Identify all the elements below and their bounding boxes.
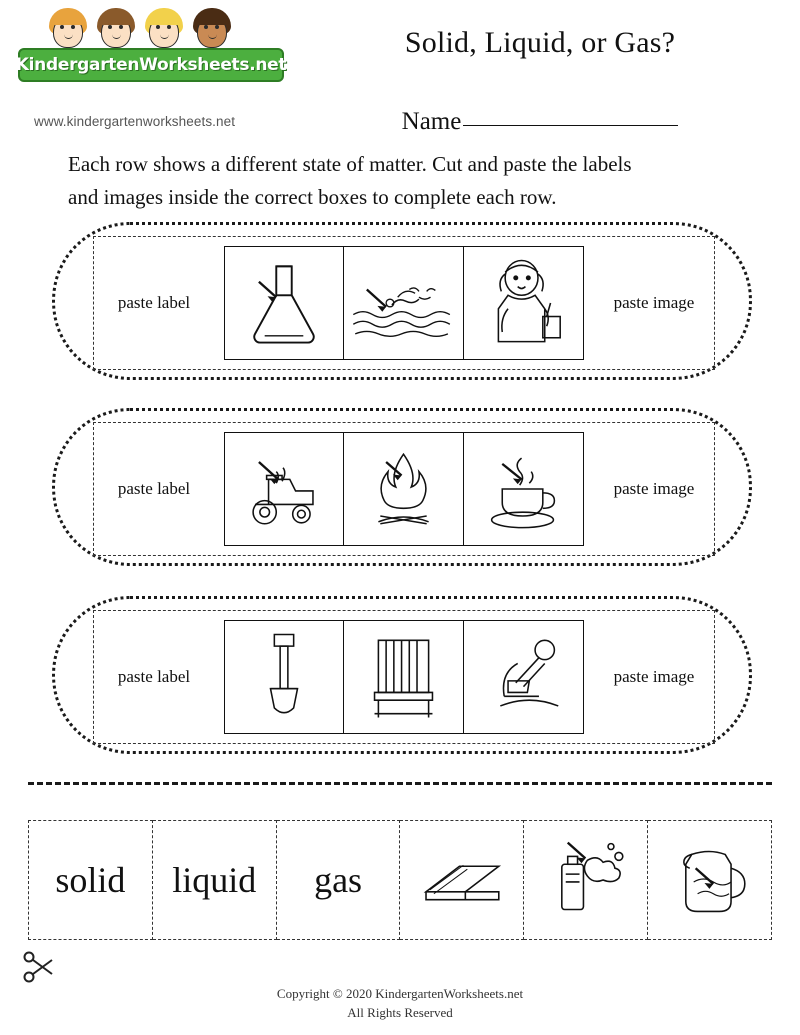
paste-image-text: paste image xyxy=(613,479,695,498)
chair-icon xyxy=(344,620,464,734)
matter-row-3 xyxy=(52,596,752,754)
row-3-paste-image-box[interactable] xyxy=(594,611,714,743)
paste-label-text: paste label xyxy=(117,293,191,312)
row-3-paste-label-box[interactable] xyxy=(94,611,214,743)
cutout-word-gas[interactable] xyxy=(277,820,401,940)
cutout-word-liquid[interactable] xyxy=(153,820,277,940)
flask-icon xyxy=(224,246,344,360)
site-url: www.kindergartenworksheets.net xyxy=(34,114,236,129)
rights-text: All Rights Reserved xyxy=(347,1005,453,1020)
footer xyxy=(0,984,800,1022)
row-1-inner xyxy=(93,236,715,370)
kid-face-icon xyxy=(190,8,234,52)
shovel-icon xyxy=(224,620,344,734)
cutout-label: solid xyxy=(55,860,126,900)
kid-face-icon xyxy=(46,8,90,52)
cutout-image-book[interactable] xyxy=(400,820,524,940)
matter-row-1 xyxy=(52,222,752,380)
instructions xyxy=(68,148,768,214)
name-field-row xyxy=(300,108,780,136)
scissors-icon xyxy=(22,950,56,984)
paste-image-text: paste image xyxy=(613,667,695,686)
kids-illustration xyxy=(46,8,276,52)
row-2-paste-image-box[interactable] xyxy=(594,423,714,555)
row-3-inner xyxy=(93,610,715,744)
steaming-cup-icon xyxy=(464,432,584,546)
row-1-pictures xyxy=(214,237,594,369)
logo-banner xyxy=(15,48,287,82)
cut-line xyxy=(28,782,772,785)
instructions-line-1: Each row shows a different state of matter. Cut and paste the labels xyxy=(68,152,632,176)
kid-face-icon xyxy=(94,8,138,52)
matter-row-2 xyxy=(52,408,752,566)
campfire-icon xyxy=(344,432,464,546)
cutout-label: liquid xyxy=(172,860,257,900)
name-label: Name xyxy=(401,108,462,135)
water-pitcher-icon xyxy=(648,821,771,939)
swimming-water-icon xyxy=(344,246,464,360)
cutout-label: gas xyxy=(314,860,363,900)
row-1-paste-label-box[interactable] xyxy=(94,237,214,369)
microscope-icon xyxy=(464,620,584,734)
row-1-paste-image-box[interactable] xyxy=(594,237,714,369)
paste-image-text: paste image xyxy=(613,293,695,312)
name-input-line[interactable] xyxy=(463,125,678,126)
cutout-word-solid[interactable] xyxy=(28,820,153,940)
kid-face-icon xyxy=(142,8,186,52)
paste-label-text: paste label xyxy=(117,479,191,498)
row-2-inner xyxy=(93,422,715,556)
book-icon xyxy=(400,821,523,939)
cutout-image-spray-can[interactable] xyxy=(524,820,648,940)
paste-label-text: paste label xyxy=(117,667,191,686)
row-2-pictures xyxy=(214,423,594,555)
instructions-line-2: and images inside the correct boxes to complete each row. xyxy=(68,185,557,209)
girl-drinking-icon xyxy=(464,246,584,360)
row-2-paste-label-box[interactable] xyxy=(94,423,214,555)
site-logo[interactable] xyxy=(15,8,288,82)
worksheet-header xyxy=(0,0,800,145)
copyright-text: Copyright © 2020 KindergartenWorksheets.net xyxy=(276,986,524,1001)
spray-can-icon xyxy=(524,821,647,939)
cutout-strip xyxy=(28,820,772,940)
row-3-pictures xyxy=(214,611,594,743)
cutout-image-water-pitcher[interactable] xyxy=(648,820,772,940)
logo-text: KindergartenWorksheets.net xyxy=(15,55,287,75)
page-title: Solid, Liquid, or Gas? xyxy=(404,26,676,59)
tractor-smoke-icon xyxy=(224,432,344,546)
